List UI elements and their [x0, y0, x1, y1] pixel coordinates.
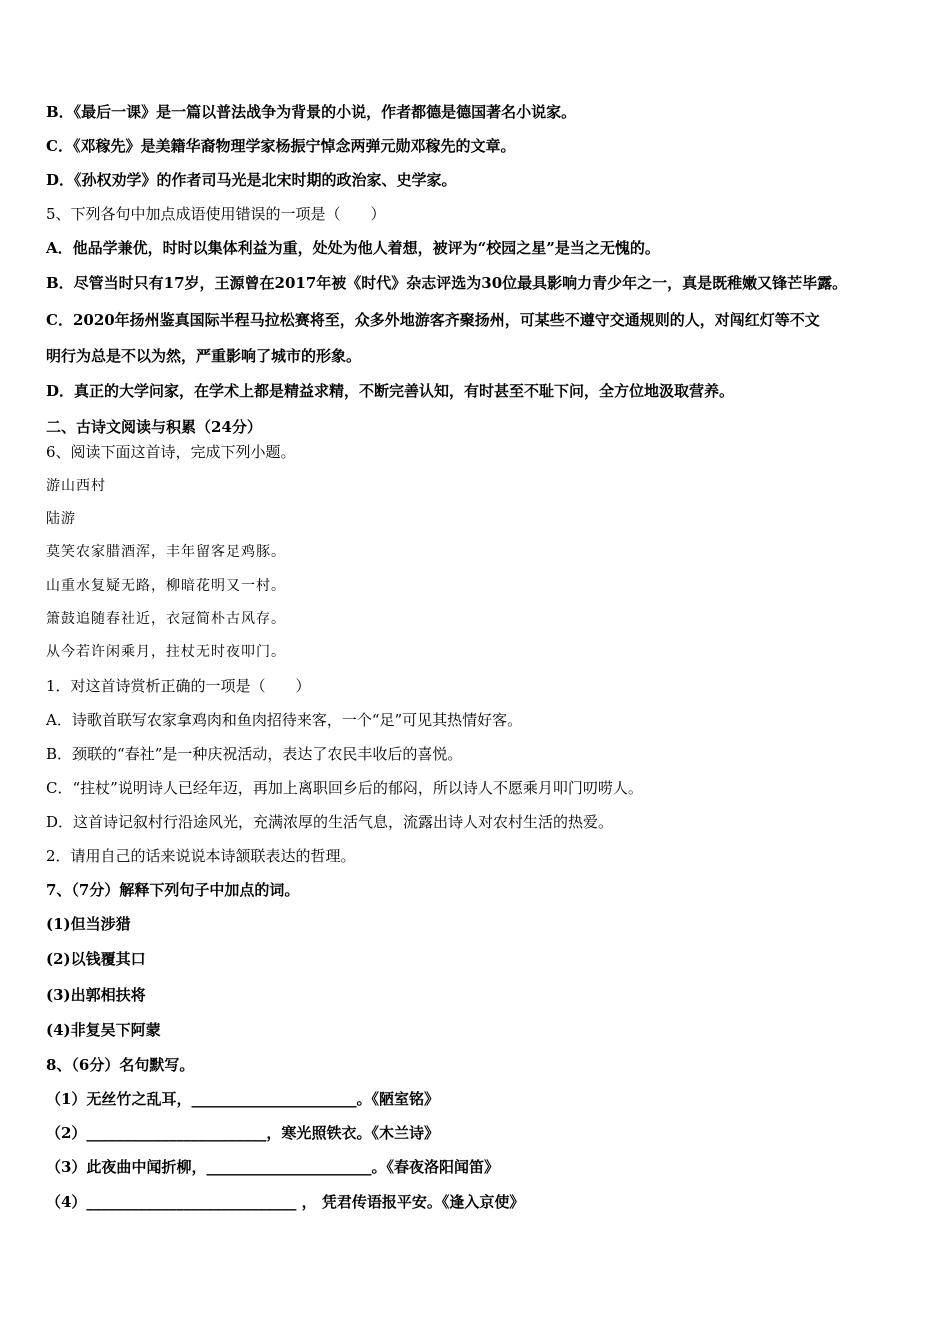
sub1-option-a: A．诗歌首联写农家拿鸡肉和鱼肉招待来客，一个“足”可见其热情好客。 — [46, 711, 523, 729]
option-c-deng-jiaxian: C．《邓稼先》是美籍华裔物理学家杨振宁悼念两弹元勋邓稼先的文章。 — [46, 137, 516, 155]
subquestion-1: 1．对这首诗赏析正确的一项是（ ） — [46, 677, 311, 695]
poem-line-1: 莫笑农家腊酒浑，丰年留客足鸡豚。 — [46, 544, 286, 560]
poem-author: 陆游 — [46, 511, 76, 527]
q7-item-3: (3)出郭相扶将 — [46, 986, 146, 1004]
q5-option-b: B．尽管当时只有17岁，王源曾在2017年被《时代》杂志评选为30位最具影响力青少年之一，真是既稚嫩又锋芒毕露。 — [46, 274, 848, 292]
question-5: 5、下列各句中加点成语使用错误的一项是（ ） — [46, 205, 386, 223]
q7-item-4: (4)非复吴下阿蒙 — [46, 1021, 161, 1039]
q7-item-2: (2)以钱覆其口 — [46, 950, 146, 968]
question-7: 7、（7分）解释下列句子中加点的词。 — [46, 881, 300, 899]
sub1-option-c: C．“拄杖”说明诗人已经年迈，再加上离职回乡后的郁闷，所以诗人不愿乘月叩门叨唠人。 — [46, 779, 643, 797]
q5-option-c-cont: 明行为总是不以为然，严重影响了城市的形象。 — [46, 347, 362, 365]
q8-item-2: （2）________________________，寒光照铁衣。《木兰诗》 — [46, 1124, 439, 1142]
q5-option-c: C．2020年扬州鉴真国际半程马拉松赛将至，众多外地游客齐聚扬州，可某些不遵守交通规则的人，对闯红灯等不文 — [46, 311, 820, 329]
poem-line-2: 山重水复疑无路，柳暗花明又一村。 — [46, 578, 286, 594]
option-b-last-lesson: B．《最后一课》是一篇以普法战争为背景的小说，作者都德是德国著名小说家。 — [46, 103, 577, 121]
sub1-option-d: D．这首诗记叙村行沿途风光，充满浓厚的生活气息，流露出诗人对农村生活的热爱。 — [46, 813, 614, 831]
q5-option-a: A．他品学兼优，时时以集体利益为重，处处为他人着想，被评为“校园之星”是当之无愧的。 — [46, 239, 660, 257]
poem-line-3: 箫鼓追随春社近，衣冠简朴古风存。 — [46, 611, 286, 627]
subquestion-2: 2．请用自己的话来说说本诗颔联表达的哲理。 — [46, 847, 356, 865]
option-d-sun-quan: D．《孙权劝学》的作者司马光是北宋时期的政治家、史学家。 — [46, 171, 457, 189]
sub1-option-b: B．颈联的“春社”是一种庆祝活动，表达了农民丰收后的喜悦。 — [46, 745, 463, 763]
q8-item-3: （3）此夜曲中闻折柳，______________________。《春夜洛阳闻笛》 — [46, 1158, 499, 1176]
poem-title: 游山西村 — [46, 478, 106, 494]
q8-item-4: （4）____________________________ ， 凭君传语报平安。《逢入京使》 — [46, 1193, 525, 1211]
q5-option-d: D．真正的大学问家，在学术上都是精益求精，不断完善认知，有时甚至不耻下问，全方位地汲取营养。 — [46, 382, 735, 400]
question-8: 8、（6分）名句默写。 — [46, 1056, 195, 1074]
q7-item-1: (1)但当涉猎 — [46, 915, 131, 933]
q8-item-1: （1）无丝竹之乱耳，______________________。《陋室铭》 — [46, 1090, 439, 1108]
poem-line-4: 从今若许闲乘月，拄杖无时夜叩门。 — [46, 644, 286, 660]
question-6: 6、阅读下面这首诗，完成下列小题。 — [46, 443, 296, 461]
section-heading-2: 二、古诗文阅读与积累（24分） — [46, 418, 262, 436]
